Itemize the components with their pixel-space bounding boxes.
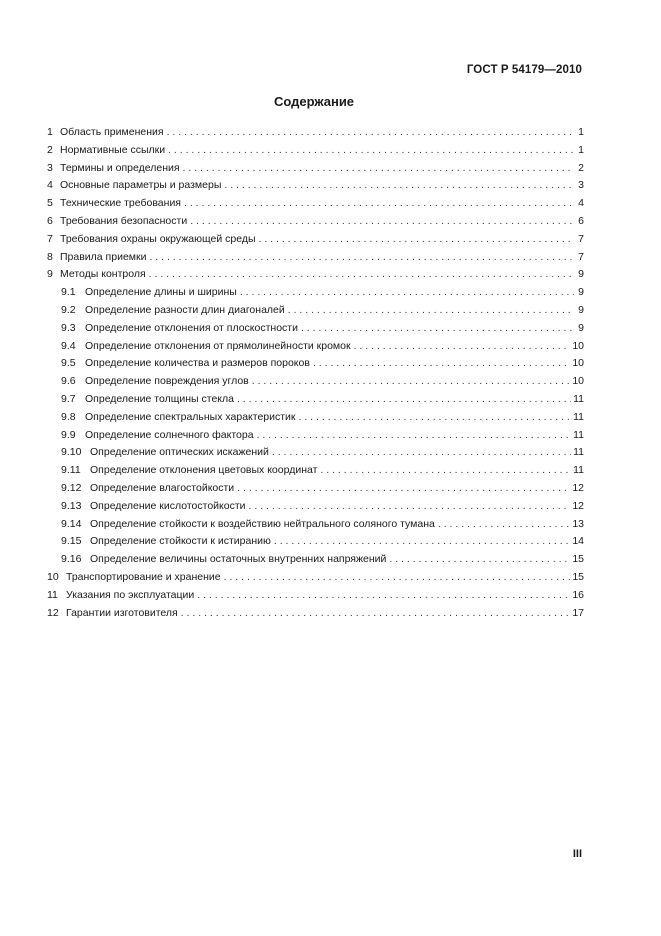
toc-entry[interactable] (47, 569, 584, 587)
toc-entry[interactable] (47, 355, 584, 373)
toc-dot-leader (224, 569, 571, 587)
toc-entry-label: Определение стойкости к воздействию нейтрального соляного тумана (90, 517, 435, 530)
toc-entry-page: 11 (573, 446, 584, 459)
toc-title: Содержание (273, 94, 355, 109)
toc-entry-number: 12 (47, 606, 59, 619)
toc-entry[interactable] (47, 391, 584, 409)
toc-entry-label: Методы контроля (60, 268, 146, 281)
toc-dot-leader (184, 195, 574, 213)
toc-entry-number: 9.1 (61, 286, 76, 299)
toc-dot-leader (313, 355, 570, 373)
toc-entry[interactable] (47, 480, 584, 498)
toc-entry[interactable] (47, 533, 584, 551)
toc-entry-label: Определение разности длин диагоналей (85, 303, 285, 316)
toc-entry-page: 11 (573, 428, 584, 441)
toc-entry-page: 12 (572, 481, 584, 494)
toc-dot-leader (240, 284, 574, 302)
toc-entry-label: Определение спектральных характеристик (85, 410, 296, 423)
toc-entry-label: Транспортирование и хранение (66, 570, 221, 583)
toc-dot-leader (259, 231, 575, 249)
toc-dot-leader (149, 266, 574, 284)
toc-entry-number: 9.5 (61, 357, 76, 370)
toc-entry-page: 1 (578, 143, 584, 156)
toc-entry[interactable] (47, 249, 584, 267)
toc-entry-label: Определение отклонения от плоскостности (85, 321, 298, 334)
toc-entry-number: 3 (47, 161, 53, 174)
toc-entry-label: Определение отклонения от прямолинейности кромок (85, 339, 351, 352)
toc-entry[interactable] (47, 444, 584, 462)
toc-entry[interactable] (47, 302, 584, 320)
toc-entry-page: 16 (572, 588, 584, 601)
toc-entry[interactable] (47, 213, 584, 231)
toc-entry-label: Определение влагостойкости (90, 481, 235, 494)
toc-dot-leader (389, 551, 570, 569)
toc-entry-number: 9.15 (61, 535, 82, 548)
toc-entry-label: Требования безопасности (60, 214, 188, 227)
toc-entry-label: Термины и определения (60, 161, 180, 174)
toc-entry-number: 9.7 (61, 392, 76, 405)
toc-dot-leader (438, 516, 570, 534)
toc-entry-number: 9.9 (61, 428, 76, 441)
toc-entry[interactable] (47, 409, 584, 427)
toc-entry-number: 11 (47, 588, 58, 601)
toc-entry-number: 10 (47, 570, 59, 583)
toc-dot-leader (190, 213, 574, 231)
toc-entry-number: 8 (47, 250, 53, 263)
toc-entry-label: Определение солнечного фактора (85, 428, 254, 441)
toc-dot-leader (288, 302, 574, 320)
toc-entry-number: 9.4 (61, 339, 76, 352)
toc-entry[interactable] (47, 462, 584, 480)
toc-entry-number: 6 (47, 214, 53, 227)
toc-entry-page: 7 (578, 250, 584, 263)
toc-entry-page: 9 (578, 286, 584, 299)
toc-entry-label: Правила приемки (60, 250, 147, 263)
toc-entry-number: 1 (47, 126, 53, 138)
toc-entry-number: 9.3 (61, 321, 76, 334)
toc-dot-leader (320, 462, 571, 480)
toc-entry[interactable] (47, 551, 584, 569)
toc-entry-label: Гарантии изготовителя (66, 606, 178, 619)
toc-entry[interactable] (47, 177, 584, 195)
toc-entry-number: 9.13 (61, 499, 82, 512)
toc-dot-leader (181, 605, 571, 623)
toc-entry-number: 9 (47, 268, 53, 281)
toc-entry-label: Определение повреждения углов (85, 375, 249, 388)
toc-entry[interactable] (47, 195, 584, 213)
toc-entry-page: 9 (578, 321, 584, 334)
toc-dot-leader (168, 142, 574, 160)
toc-dot-leader (301, 320, 574, 338)
toc-entry-label: Определение оптических искажений (90, 446, 269, 459)
toc-entry-page: 7 (578, 232, 584, 245)
toc-entry-number: 9.10 (61, 446, 82, 459)
toc-entry[interactable] (47, 605, 584, 623)
toc-entry-page: 10 (572, 357, 584, 370)
toc-entry-page: 1 (578, 126, 584, 138)
toc-entry-label: Указания по эксплуатации (66, 588, 195, 601)
toc-dot-leader (272, 444, 571, 462)
toc-entry-page: 2 (578, 161, 584, 174)
table-of-contents (47, 124, 584, 622)
toc-entry-page: 15 (572, 553, 584, 566)
toc-entry[interactable] (47, 284, 584, 302)
toc-dot-leader (249, 498, 571, 516)
toc-entry[interactable] (47, 320, 584, 338)
toc-entry-number: 2 (47, 143, 53, 156)
toc-entry-label: Определение величины остаточных внутренних напряжений (90, 553, 387, 566)
toc-entry-page: 6 (578, 214, 584, 227)
toc-dot-leader (197, 587, 570, 605)
toc-entry-page: 12 (572, 499, 584, 512)
toc-entry-label: Область применения (60, 126, 164, 138)
toc-entry-number: 9.2 (61, 303, 76, 316)
toc-entry[interactable] (47, 142, 584, 160)
toc-entry[interactable] (47, 338, 584, 356)
toc-entry-label: Определение толщины стекла (85, 392, 234, 405)
toc-entry-label: Основные параметры и размеры (60, 179, 222, 192)
toc-entry[interactable] (47, 498, 584, 516)
toc-entry-label: Определение стойкости к истиранию (90, 535, 271, 548)
toc-dot-leader (299, 409, 572, 427)
toc-entry-page: 11 (573, 410, 584, 423)
toc-entry-page: 9 (578, 303, 584, 316)
toc-entry-label: Технические требования (60, 197, 181, 210)
toc-entry-number: 4 (47, 179, 53, 192)
toc-dot-leader (252, 373, 571, 391)
toc-entry-label: Определение отклонения цветовых координат (90, 464, 318, 477)
toc-dot-leader (149, 249, 574, 267)
toc-entry-label: Определение длины и ширины (85, 286, 237, 299)
toc-entry[interactable] (47, 587, 584, 605)
toc-entry-label: Нормативные ссылки (60, 143, 166, 156)
toc-entry-page: 10 (572, 375, 584, 388)
toc-entry-number: 9.8 (61, 410, 76, 423)
toc-dot-leader (237, 480, 570, 498)
toc-entry[interactable] (47, 266, 584, 284)
toc-entry-number: 9.16 (61, 553, 82, 566)
toc-entry[interactable] (47, 124, 584, 142)
toc-dot-leader (167, 124, 574, 142)
toc-entry[interactable] (47, 427, 584, 445)
toc-entry-number: 9.14 (61, 517, 82, 530)
toc-entry-page: 15 (572, 570, 584, 583)
toc-entry[interactable] (47, 516, 584, 534)
toc-dot-leader (224, 177, 574, 195)
toc-entry-page: 11 (573, 464, 584, 477)
toc-entry-page: 9 (578, 268, 584, 281)
toc-entry-page: 4 (578, 197, 584, 210)
toc-entry-number: 9.12 (61, 481, 82, 494)
toc-entry-label: Определение количества и размеров пороков (85, 357, 310, 370)
toc-entry-number: 9.11 (61, 464, 81, 477)
toc-dot-leader (274, 533, 570, 551)
toc-entry-number: 9.6 (61, 375, 76, 388)
toc-dot-leader (354, 338, 571, 356)
toc-entry-page: 13 (572, 517, 584, 530)
toc-entry-page: 17 (572, 606, 584, 619)
toc-entry-label: Определение кислотостойкости (90, 499, 246, 512)
toc-entry-page: 11 (573, 392, 584, 405)
toc-dot-leader (257, 427, 572, 445)
toc-entry-page: 14 (572, 535, 584, 548)
toc-entry[interactable] (47, 373, 584, 391)
toc-entry-page: 10 (572, 339, 584, 352)
toc-entry-page: 3 (578, 179, 584, 192)
toc-entry[interactable] (47, 160, 584, 178)
page-folio: III (572, 848, 582, 860)
toc-dot-leader (237, 391, 571, 409)
document-code: ГОСТ Р 54179—2010 (466, 64, 582, 76)
toc-entry-label: Требования охраны окружающей среды (60, 232, 256, 245)
toc-dot-leader (183, 160, 574, 178)
toc-entry[interactable] (47, 231, 584, 249)
toc-entry-number: 5 (47, 197, 53, 210)
toc-entry-number: 7 (47, 232, 53, 245)
